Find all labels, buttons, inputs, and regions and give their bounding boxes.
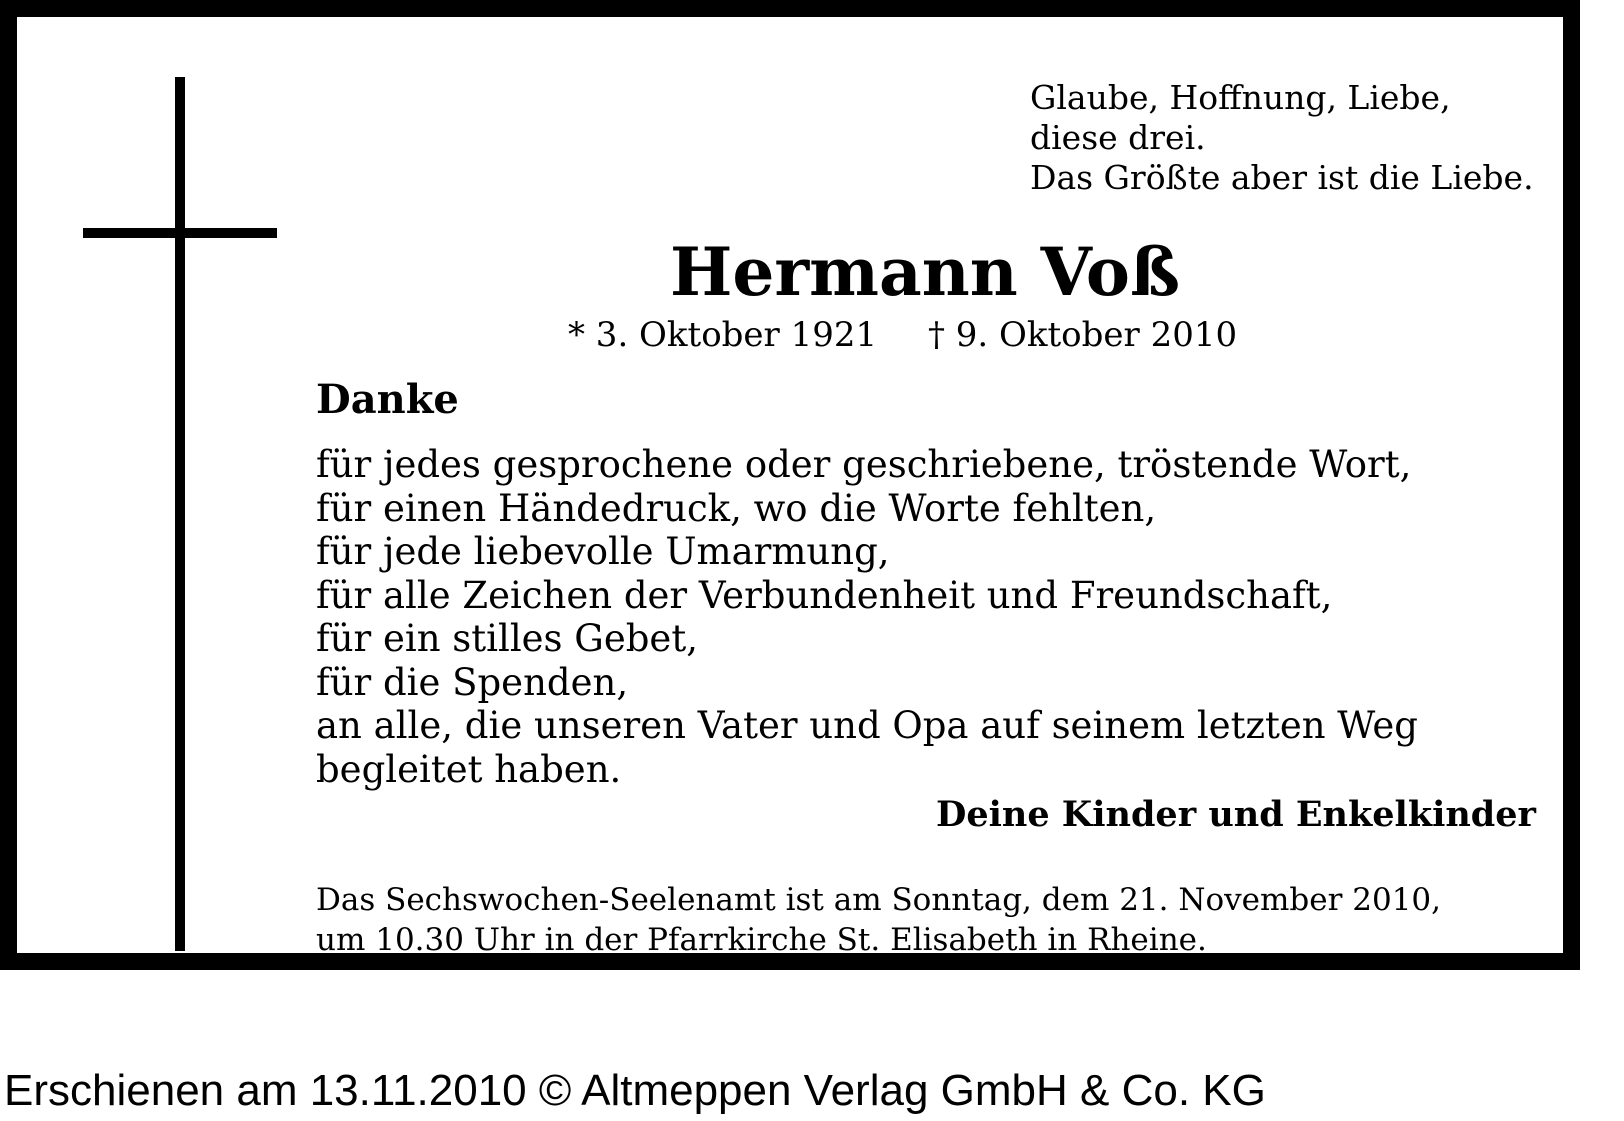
birth-date: * 3. Oktober 1921 [568,315,878,355]
thanks-heading: Danke [316,376,459,423]
signature: Deine Kinder und Enkelkinder [935,794,1536,835]
service-line: um 10.30 Uhr in der Pfarrkirche St. Elisabeth in Rheine. [316,922,1207,958]
cross-icon-vertical-bar [175,77,185,951]
death-date: † 9. Oktober 2010 [927,315,1238,355]
life-dates [568,314,1237,356]
motto-line: Das Größte aber ist die Liebe. [1030,158,1534,197]
service-announcement [316,880,1441,960]
thanks-text [316,443,1418,791]
motto-line: diese drei. [1030,118,1206,157]
thanks-line: an alle, die unseren Vater und Opa auf seinem letzten Weg [316,704,1418,747]
thanks-line: für ein stilles Gebet, [316,617,698,660]
thanks-line: für einen Händedruck, wo die Worte fehlten, [316,486,1157,530]
motto-line: Glaube, Hoffnung, Liebe, [1030,78,1451,117]
deceased-name: Hermann Voß [670,233,1180,311]
thanks-line: begleitet haben. [316,747,622,791]
thanks-line: für alle Zeichen der Verbundenheit und Freundschaft, [316,573,1333,617]
thanks-line: für jedes gesprochene oder geschriebene, tröstende Wort, [316,443,1412,486]
motto-verse [1030,78,1534,198]
thanks-line: für die Spenden, [316,660,629,704]
thanks-line: für jede liebevolle Umarmung, [316,530,890,573]
service-line: Das Sechswochen-Seelenamt ist am Sonntag, dem 21. November 2010, [316,882,1442,918]
publication-footer: Erschienen am 13.11.2010 © Altmeppen Verlag GmbH & Co. KG [4,1066,1266,1115]
